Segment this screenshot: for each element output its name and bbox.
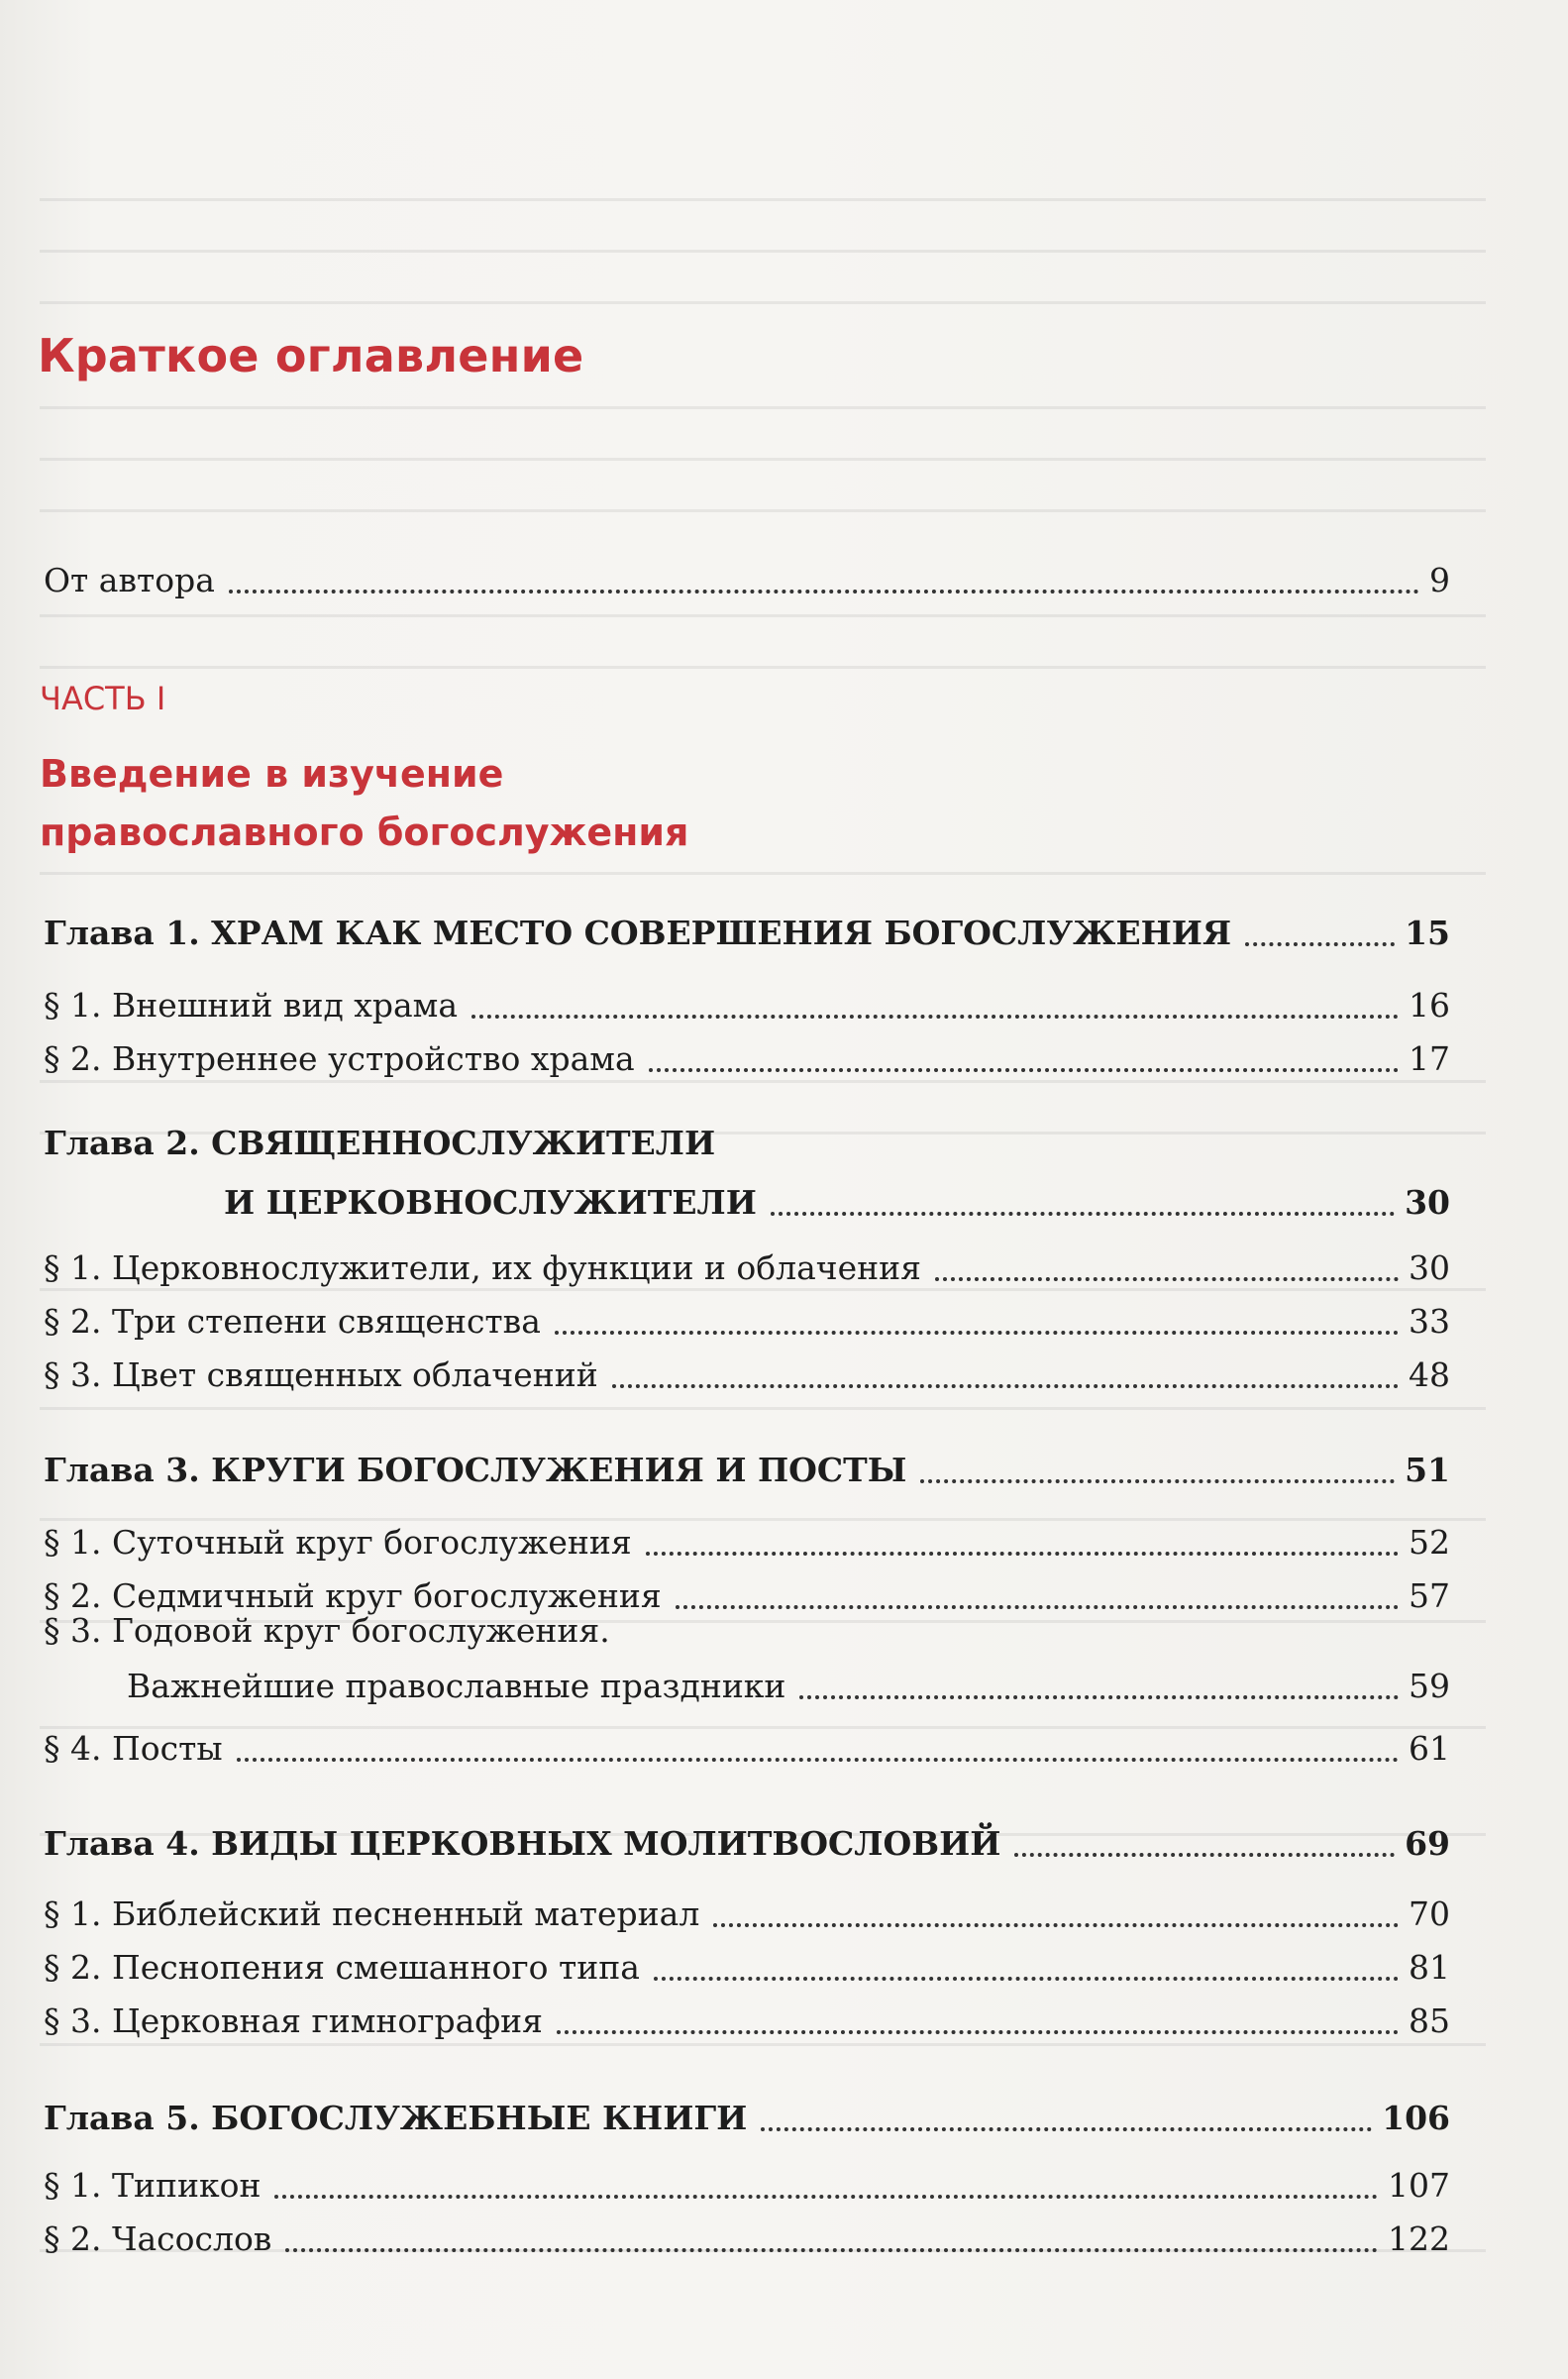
section-title: § 2. Внутреннее устройство храма bbox=[44, 1039, 635, 1078]
toc-section-5-1[interactable] bbox=[44, 2156, 1450, 2206]
toc-section-5-2[interactable] bbox=[44, 2210, 1450, 2259]
dot-leader bbox=[612, 1384, 1399, 1388]
section-title: § 2. Три степени священства bbox=[44, 1302, 541, 1341]
chapter-title-line-1: Глава 2. СВЯЩЕННОСЛУЖИТЕЛИ bbox=[44, 1124, 716, 1162]
dot-leader bbox=[229, 590, 1419, 594]
chapter-title: Глава 3. КРУГИ БОГОСЛУЖЕНИЯ И ПОСТЫ bbox=[44, 1451, 907, 1489]
dot-leader bbox=[649, 1068, 1399, 1072]
toc-section-4-1[interactable] bbox=[44, 1885, 1450, 1934]
section-title: § 3. Церковная гимнография bbox=[44, 2001, 543, 2040]
section-title: § 1. Внешний вид храма bbox=[44, 986, 459, 1025]
page-number: 16 bbox=[1409, 986, 1450, 1025]
section-title-line-1: § 3. Годовой круг богослужения. bbox=[44, 1611, 610, 1650]
toc-title: Краткое оглавление bbox=[38, 329, 584, 382]
toc-section-4-2[interactable] bbox=[44, 1938, 1450, 1988]
dot-leader bbox=[713, 1923, 1399, 1927]
dot-leader bbox=[285, 2248, 1378, 2252]
dot-leader bbox=[1245, 942, 1395, 946]
entry-label: От автора bbox=[44, 561, 215, 599]
part-label: ЧАСТЬ I bbox=[40, 680, 166, 717]
toc-section-1-1[interactable] bbox=[44, 976, 1450, 1026]
toc-chapter-2[interactable] bbox=[44, 1124, 1450, 1223]
chapter-title: Глава 1. ХРАМ КАК МЕСТО СОВЕРШЕНИЯ БОГОСЛУЖЕНИЯ bbox=[44, 914, 1232, 952]
dot-leader bbox=[761, 2127, 1372, 2131]
page-number: 106 bbox=[1382, 2099, 1450, 2137]
page-number: 15 bbox=[1405, 914, 1450, 952]
toc-entry-foreword[interactable] bbox=[44, 551, 1450, 600]
dot-leader bbox=[771, 1212, 1395, 1216]
page-number: 51 bbox=[1405, 1451, 1450, 1489]
toc-section-2-1[interactable] bbox=[44, 1239, 1450, 1288]
section-title: § 3. Цвет священных облачений bbox=[44, 1355, 598, 1394]
dot-leader bbox=[274, 2195, 1378, 2199]
toc-chapter-3[interactable] bbox=[44, 1441, 1450, 1490]
toc-section-3-3[interactable] bbox=[44, 1611, 1450, 1706]
page-number: 81 bbox=[1409, 1948, 1450, 1987]
dot-leader bbox=[654, 1977, 1399, 1981]
chapter-title-line-2: И ЦЕРКОВНОСЛУЖИТЕЛИ bbox=[224, 1183, 757, 1222]
page-number: 33 bbox=[1409, 1302, 1450, 1341]
toc-section-3-1[interactable] bbox=[44, 1513, 1450, 1563]
page-number: 9 bbox=[1429, 561, 1450, 599]
toc-chapter-5[interactable] bbox=[44, 2089, 1450, 2138]
section-title-line-2: Важнейшие православные праздники bbox=[127, 1667, 786, 1705]
part-title-line-2: православного богослужения bbox=[40, 811, 689, 854]
dot-leader bbox=[471, 1015, 1399, 1019]
part-title bbox=[40, 745, 931, 862]
section-title: § 2. Седмичный круг богослужения bbox=[44, 1576, 662, 1615]
page-number: 52 bbox=[1409, 1523, 1450, 1562]
section-title: § 1. Библейский песненный материал bbox=[44, 1894, 700, 1933]
toc-section-1-2[interactable] bbox=[44, 1029, 1450, 1079]
section-title: § 1. Суточный круг богослужения bbox=[44, 1523, 632, 1562]
page-number: 57 bbox=[1409, 1576, 1450, 1615]
dot-leader bbox=[1014, 1853, 1395, 1857]
page-number: 85 bbox=[1409, 2001, 1450, 2040]
page-number: 61 bbox=[1409, 1729, 1450, 1768]
section-title: § 1. Типикон bbox=[44, 2166, 261, 2205]
page-number: 30 bbox=[1405, 1183, 1450, 1222]
dot-leader bbox=[646, 1552, 1399, 1556]
toc-section-4-3[interactable] bbox=[44, 1992, 1450, 2041]
dot-leader bbox=[676, 1605, 1399, 1609]
section-title: § 4. Посты bbox=[44, 1729, 223, 1768]
page-number: 70 bbox=[1409, 1894, 1450, 1933]
page-number: 69 bbox=[1405, 1824, 1450, 1863]
page-number: 107 bbox=[1388, 2166, 1450, 2205]
part-title-line-1: Введение в изучение bbox=[40, 752, 504, 796]
toc-chapter-1[interactable] bbox=[44, 904, 1450, 953]
dot-leader bbox=[557, 2030, 1399, 2034]
page-number: 59 bbox=[1409, 1667, 1450, 1705]
chapter-title: Глава 4. ВИДЫ ЦЕРКОВНЫХ МОЛИТВОСЛОВИЙ bbox=[44, 1824, 1001, 1863]
dot-leader bbox=[920, 1479, 1395, 1483]
page-number: 17 bbox=[1409, 1039, 1450, 1078]
section-title: § 2. Песнопения смешанного типа bbox=[44, 1948, 640, 1987]
section-title: § 2. Часослов bbox=[44, 2219, 272, 2258]
dot-leader bbox=[799, 1695, 1399, 1699]
dot-leader bbox=[935, 1277, 1399, 1281]
dot-leader bbox=[237, 1758, 1399, 1762]
page-number: 122 bbox=[1388, 2219, 1450, 2258]
toc-section-3-2[interactable] bbox=[44, 1567, 1450, 1616]
chapter-title: Глава 5. БОГОСЛУЖЕБНЫЕ КНИГИ bbox=[44, 2099, 748, 2137]
toc-section-2-2[interactable] bbox=[44, 1292, 1450, 1342]
page-number: 48 bbox=[1409, 1355, 1450, 1394]
toc-chapter-4[interactable] bbox=[44, 1814, 1450, 1864]
toc-section-3-4[interactable] bbox=[44, 1719, 1450, 1769]
section-title: § 1. Церковнослужители, их функции и облачения bbox=[44, 1248, 921, 1287]
toc-section-2-3[interactable] bbox=[44, 1346, 1450, 1395]
page-number: 30 bbox=[1409, 1248, 1450, 1287]
dot-leader bbox=[555, 1331, 1399, 1335]
